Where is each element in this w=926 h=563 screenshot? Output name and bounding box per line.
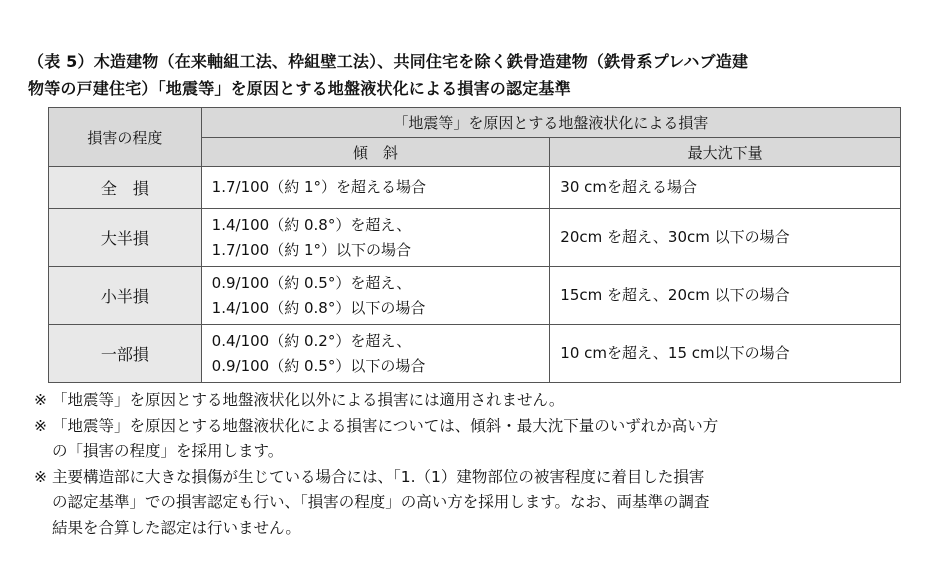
tilt-line: 0.4/100（約 0.2°）を超え、 <box>211 331 412 350</box>
note-line: の認定基準」での損害認定も行い、「損害の程度」の高い方を採用します。なお、両基準の調査 <box>52 493 710 511</box>
table-caption <box>28 48 908 102</box>
note-mark: ※ <box>34 391 47 409</box>
tilt-cell <box>201 325 550 383</box>
notes-section <box>34 388 914 541</box>
note-mark: ※ <box>34 467 47 486</box>
tilt-line: 1.7/100（約 1°）以下の場合 <box>211 240 412 259</box>
table-row <box>49 267 901 325</box>
subsidence-cell: 20cm を超え、30cm 以下の場合 <box>550 209 901 267</box>
table-row <box>49 325 901 383</box>
damage-level-cell: 一部損 <box>49 325 202 383</box>
criteria-table <box>48 107 901 383</box>
header-liquefaction-damage: 「地震等」を原因とする地盤液状化による損害 <box>201 108 900 138</box>
header-tilt: 傾 斜 <box>201 138 550 167</box>
header-damage-level: 損害の程度 <box>49 108 202 167</box>
subsidence-cell: 15cm を超え、20cm 以下の場合 <box>550 267 901 325</box>
note-item <box>34 465 914 542</box>
tilt-line: 1.7/100（約 1°）を超える場合 <box>211 178 427 196</box>
note-text <box>52 414 718 465</box>
caption-line-2: 物等の戸建住宅）「地震等」を原因とする地盤液状化による損害の認定基準 <box>28 79 571 98</box>
caption-line-1: （表 5）木造建物（在来軸組工法、枠組壁工法）、共同住宅を除く鉄骨造建物（鉄骨系プレハブ造建 <box>28 52 749 71</box>
tilt-cell <box>201 267 550 325</box>
subsidence-cell: 30 cmを超える場合 <box>550 167 901 209</box>
note-mark: ※ <box>34 416 47 435</box>
note-line: 主要構造部に大きな損傷が生じている場合には、「1.（1）建物部位の被害程度に着目した損害 <box>52 467 705 486</box>
note-line: の「損害の程度」を採用します。 <box>52 442 284 460</box>
tilt-cell <box>201 167 550 209</box>
damage-level-cell: 全 損 <box>49 167 202 209</box>
note-item <box>34 414 914 465</box>
note-text <box>52 388 564 414</box>
header-max-subsidence: 最大沈下量 <box>550 138 901 167</box>
tilt-cell <box>201 209 550 267</box>
note-line: 結果を合算した認定は行いません。 <box>52 518 301 537</box>
tilt-line: 1.4/100（約 0.8°）を超え、 <box>211 215 412 234</box>
note-line: 「地震等」を原因とする地盤液状化以外による損害には適用されません。 <box>52 391 565 409</box>
tilt-line: 0.9/100（約 0.5°）を超え、 <box>211 273 412 292</box>
table-row <box>49 167 901 209</box>
subsidence-cell: 10 cmを超え、15 cm以下の場合 <box>550 325 901 383</box>
tilt-line: 1.4/100（約 0.8°）以下の場合 <box>211 298 426 317</box>
damage-level-cell: 大半損 <box>49 209 202 267</box>
tilt-line: 0.9/100（約 0.5°）以下の場合 <box>211 356 426 375</box>
table-row <box>49 209 901 267</box>
damage-level-cell: 小半損 <box>49 267 202 325</box>
note-text <box>52 465 710 542</box>
note-item <box>34 388 914 414</box>
note-line: 「地震等」を原因とする地盤液状化による損害については、傾斜・最大沈下量のいずれか高い方 <box>52 416 719 435</box>
